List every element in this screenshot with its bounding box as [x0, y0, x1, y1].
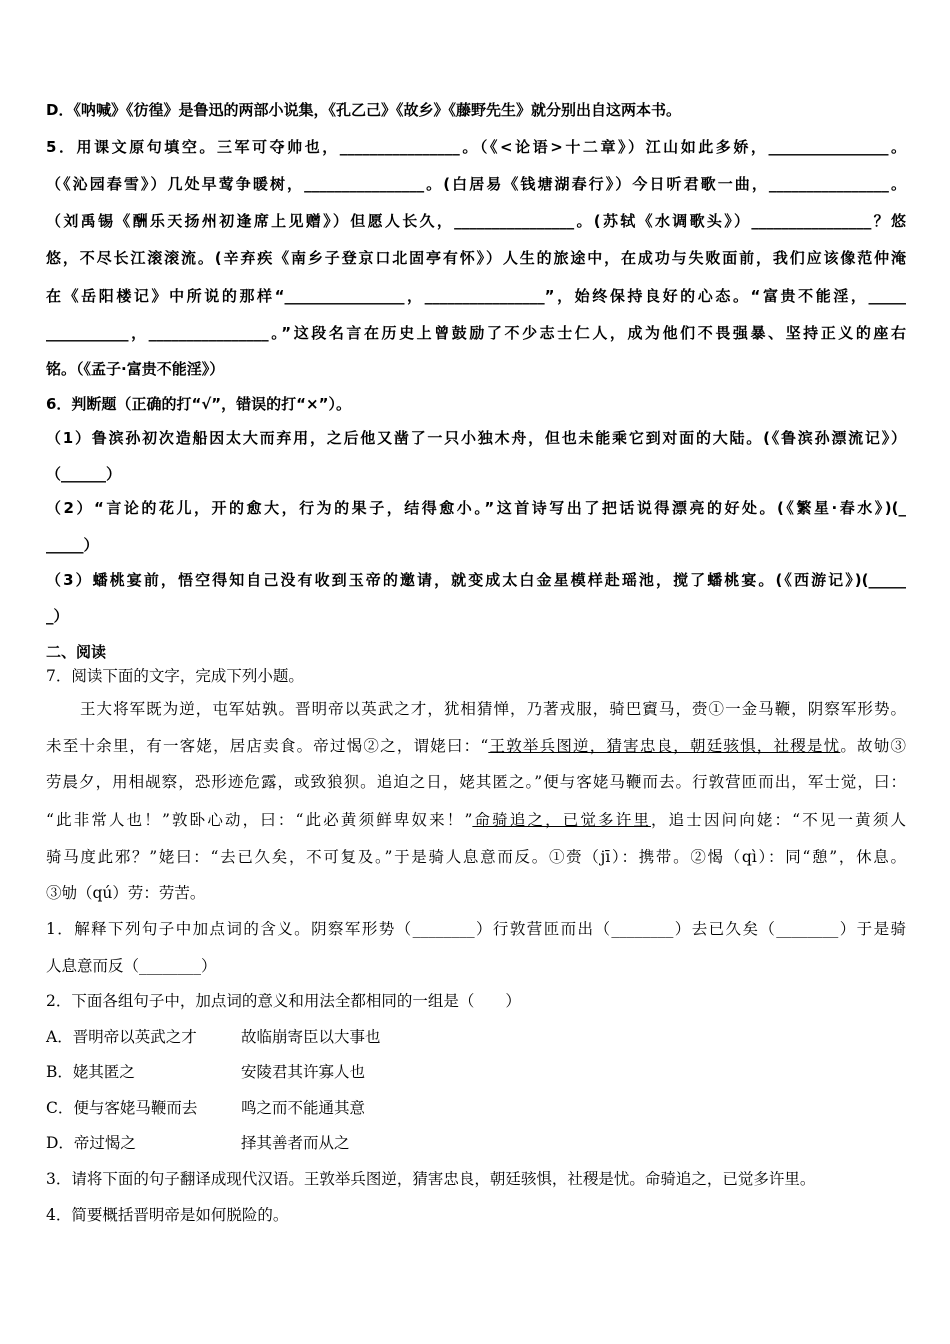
- option-d: [46, 1133, 906, 1153]
- q5-line: 铭。（《孟子·富贵不能淫》）: [46, 360, 225, 378]
- subq-2: 2．下面各组句子中，加点词的意义和用法全都相同的一组是（ ）: [46, 992, 521, 1010]
- option-right: 鸣之而不能通其意: [241, 1099, 366, 1117]
- option-right: 故临崩寄臣以大事也: [241, 1028, 381, 1046]
- q6-item-2: （2）“言论的花儿，开的愈大，行为的果子，结得愈小。”这首诗写出了把话说得漂亮的好处。(《繁星·春水》)(_: [46, 499, 906, 517]
- q5-line: （《沁园春雪》）几处早莺争暖树，________________。(白居易《钱塘湖春行》）今日听君歌一曲，________________。: [46, 175, 906, 193]
- underlined-sentence: 命骑追之，已觉多许里: [472, 811, 651, 829]
- q5-line: （刘禹锡《酬乐天扬州初逢席上见赠》）但愿人长久，________________。(苏轼《水调歌头》）________________？悠: [46, 212, 906, 230]
- option-left: C．便与客姥马鞭而去: [46, 1099, 198, 1117]
- q5-line: 5．用课文原句填空。三军可夺帅也，________________。（《<论语>十二章》）江山如此多娇，________________。: [46, 138, 906, 156]
- option-c: [46, 1098, 906, 1118]
- passage-text: 未至十余里，有一客姥，居店卖食。帝过愒②之，谓姥曰：“: [46, 737, 489, 755]
- q4-option-d: D．《呐喊》《彷徨》是鲁迅的两部小说集，《孔乙己》《故乡》《藤野先生》就分别出自这两本书。: [46, 101, 681, 119]
- subq-1: 1．解释下列句子中加点词的含义。阴察军形势（________）行敦营匝而出（________）去已久矣（________）于是骑: [46, 920, 906, 938]
- q6-blank-1: （______）: [46, 465, 122, 483]
- passage-line: 王大将军既为逆，屯军姑孰。晋明帝以英武之才，犹相猜惮，乃著戎服，骑巴賨马，赍①一金马鞭，阴察军形势。: [80, 700, 906, 718]
- q6-item-1: （1）鲁滨孙初次造船因太大而弃用，之后他又凿了一只小独木舟，但也未能乘它到对面的大陆。(《鲁滨孙漂流记》）: [46, 429, 906, 447]
- passage-text: “此非常人也！”敦卧心动，曰：“此必黄须鲜卑奴来！”: [46, 811, 473, 829]
- passage-line: [46, 736, 906, 756]
- q5-line: 在《岳阳楼记》中所说的那样“________________，________________”，始终保持良好的心态。“富贵不能淫，_____: [46, 287, 906, 305]
- q6-item-3: （3）蟠桃宴前，悟空得知自己没有收到玉帝的邀请，就变成太白金星模样赴瑶池，搅了蟠桃宴。(《西游记》)(_____: [46, 571, 906, 589]
- passage-line: 骑马度此邪？”姥曰：“去已久矣，不可复及。”于是骑人息意而反。①赍（jī）：携带。②愒（qì）：同“憩”，休息。: [46, 848, 906, 866]
- option-a: [46, 1027, 906, 1047]
- subq-3: 3．请将下面的句子翻译成现代汉语。王敦举兵图逆，猜害忠良，朝廷骇惧，社稷是忧。命骑追之，已觉多许里。: [46, 1170, 816, 1188]
- q6-blank-3: _）: [46, 607, 69, 625]
- q7-intro: 7．阅读下面的文字，完成下列小题。: [46, 667, 304, 685]
- passage-line: ③劬（qú）劳：劳苦。: [46, 884, 206, 902]
- option-left: D．帝过愒之: [46, 1134, 136, 1152]
- underlined-sentence: 王敦举兵图逆，猜害忠良，朝廷骇惧，社稷是忧: [488, 737, 841, 755]
- passage-text: ，追士因问向姥：“不见一黄须人: [651, 811, 906, 829]
- option-right: 择其善者而从之: [241, 1134, 350, 1152]
- q5-line: 悠，不尽长江滚滚流。(辛弃疾《南乡子登京口北固亭有怀》）人生的旅途中，在成功与失败面前，我们应该像范仲淹: [46, 249, 906, 267]
- option-left: A．晋明帝以英武之才: [46, 1028, 197, 1046]
- option-right: 安陵君其许寡人也: [241, 1063, 366, 1081]
- passage-line: [46, 810, 906, 830]
- section-title: 二、阅读: [46, 643, 107, 661]
- q5-line: ___________，________________。”这段名言在历史上曾鼓励了不少志士仁人，成为他们不畏强暴、坚持正义的座右: [46, 324, 906, 342]
- subq-1-cont: 人息意而反（________）: [46, 957, 217, 975]
- q6-blank-2: _____）: [46, 536, 99, 554]
- passage-line: 劳晨夕，用相觇察，恐形迹危露，或致狼狈。追迫之日，姥其匿之。”便与客姥马鞭而去。行敦营匝而出，军士觉，曰：: [46, 773, 906, 791]
- option-left: B．姥其匿之: [46, 1063, 135, 1081]
- option-b: [46, 1062, 906, 1082]
- q6-title: 6．判断题（正确的打“√”，错误的打“×”）。: [46, 395, 351, 413]
- subq-4: 4．简要概括晋明帝是如何脱险的。: [46, 1206, 289, 1224]
- passage-text: 。故劬③: [840, 737, 906, 755]
